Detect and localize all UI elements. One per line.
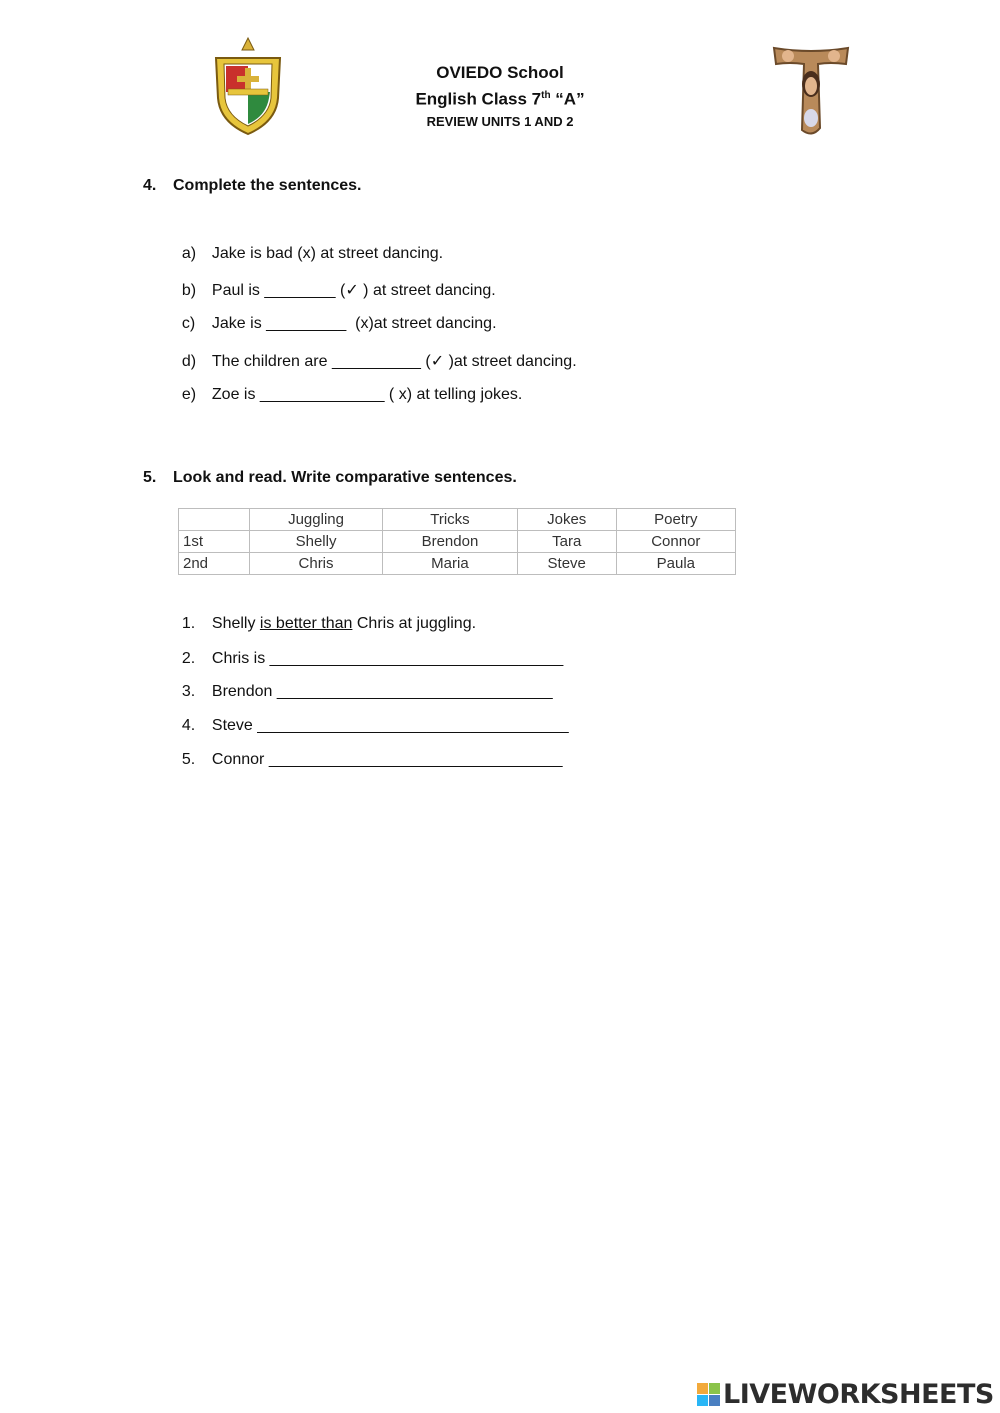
table-cell: 2nd — [179, 553, 250, 575]
section-4-heading: 4. Complete the sentences. — [143, 177, 362, 194]
table-cell: 1st — [179, 531, 250, 553]
brand-name: LIVEWORKSHEETS — [723, 1378, 994, 1410]
table-cell — [179, 509, 250, 531]
review-title: REVIEW UNITS 1 AND 2 — [426, 113, 574, 129]
brand-logo-icon — [697, 1383, 720, 1406]
table-header-cell: Juggling — [250, 509, 383, 531]
table-cell: Tara — [517, 531, 616, 553]
section-4-item-a: a) Jake is bad (x) at street dancing. — [181, 245, 444, 262]
table-row — [179, 553, 736, 575]
table-header-row — [179, 509, 736, 531]
section-4-item-e: e) Zoe is ______________ ( x) at telling jokes. — [181, 386, 523, 403]
table-cell: Steve — [517, 553, 616, 575]
section-4-item-c: c) Jake is _________ (x)at street dancing. — [181, 315, 497, 332]
table-cell: Paula — [616, 553, 735, 575]
table-cell: Shelly — [250, 531, 383, 553]
table-cell: Chris — [250, 553, 383, 575]
school-crest-logo — [210, 36, 286, 136]
table-header-cell: Poetry — [616, 509, 735, 531]
school-name: OVIEDO School — [436, 63, 564, 82]
liveworksheets-brand — [697, 1376, 994, 1412]
section-5-item-5: 5. Connor _________________________________ — [181, 751, 563, 768]
comparison-table — [178, 508, 736, 575]
table-row — [179, 531, 736, 553]
table-header-cell: Jokes — [517, 509, 616, 531]
table-header-cell: Tricks — [383, 509, 518, 531]
section-5-item-3: 3. Brendon _______________________________ — [181, 683, 553, 700]
table-cell: Connor — [616, 531, 735, 553]
section-5-heading: 5. Look and read. Write comparative sentences. — [143, 469, 517, 486]
section-5-item-4: 4. Steve ___________________________________ — [181, 717, 569, 734]
worksheet-header — [350, 62, 650, 132]
section-5-item-2: 2. Chris is _________________________________ — [181, 650, 564, 667]
tau-cross-image — [772, 44, 850, 138]
class-title: English Class 7th “A” — [415, 89, 585, 109]
section-4-item-b: b) Paul is ________ (✓ ) at street dancing. — [181, 282, 496, 299]
section-5-example: 1. Shelly is better than Chris at juggling. — [181, 615, 477, 632]
table-cell: Maria — [383, 553, 518, 575]
section-4-item-d: d) The children are __________ (✓ )at street dancing. — [181, 353, 577, 370]
table-cell: Brendon — [383, 531, 518, 553]
